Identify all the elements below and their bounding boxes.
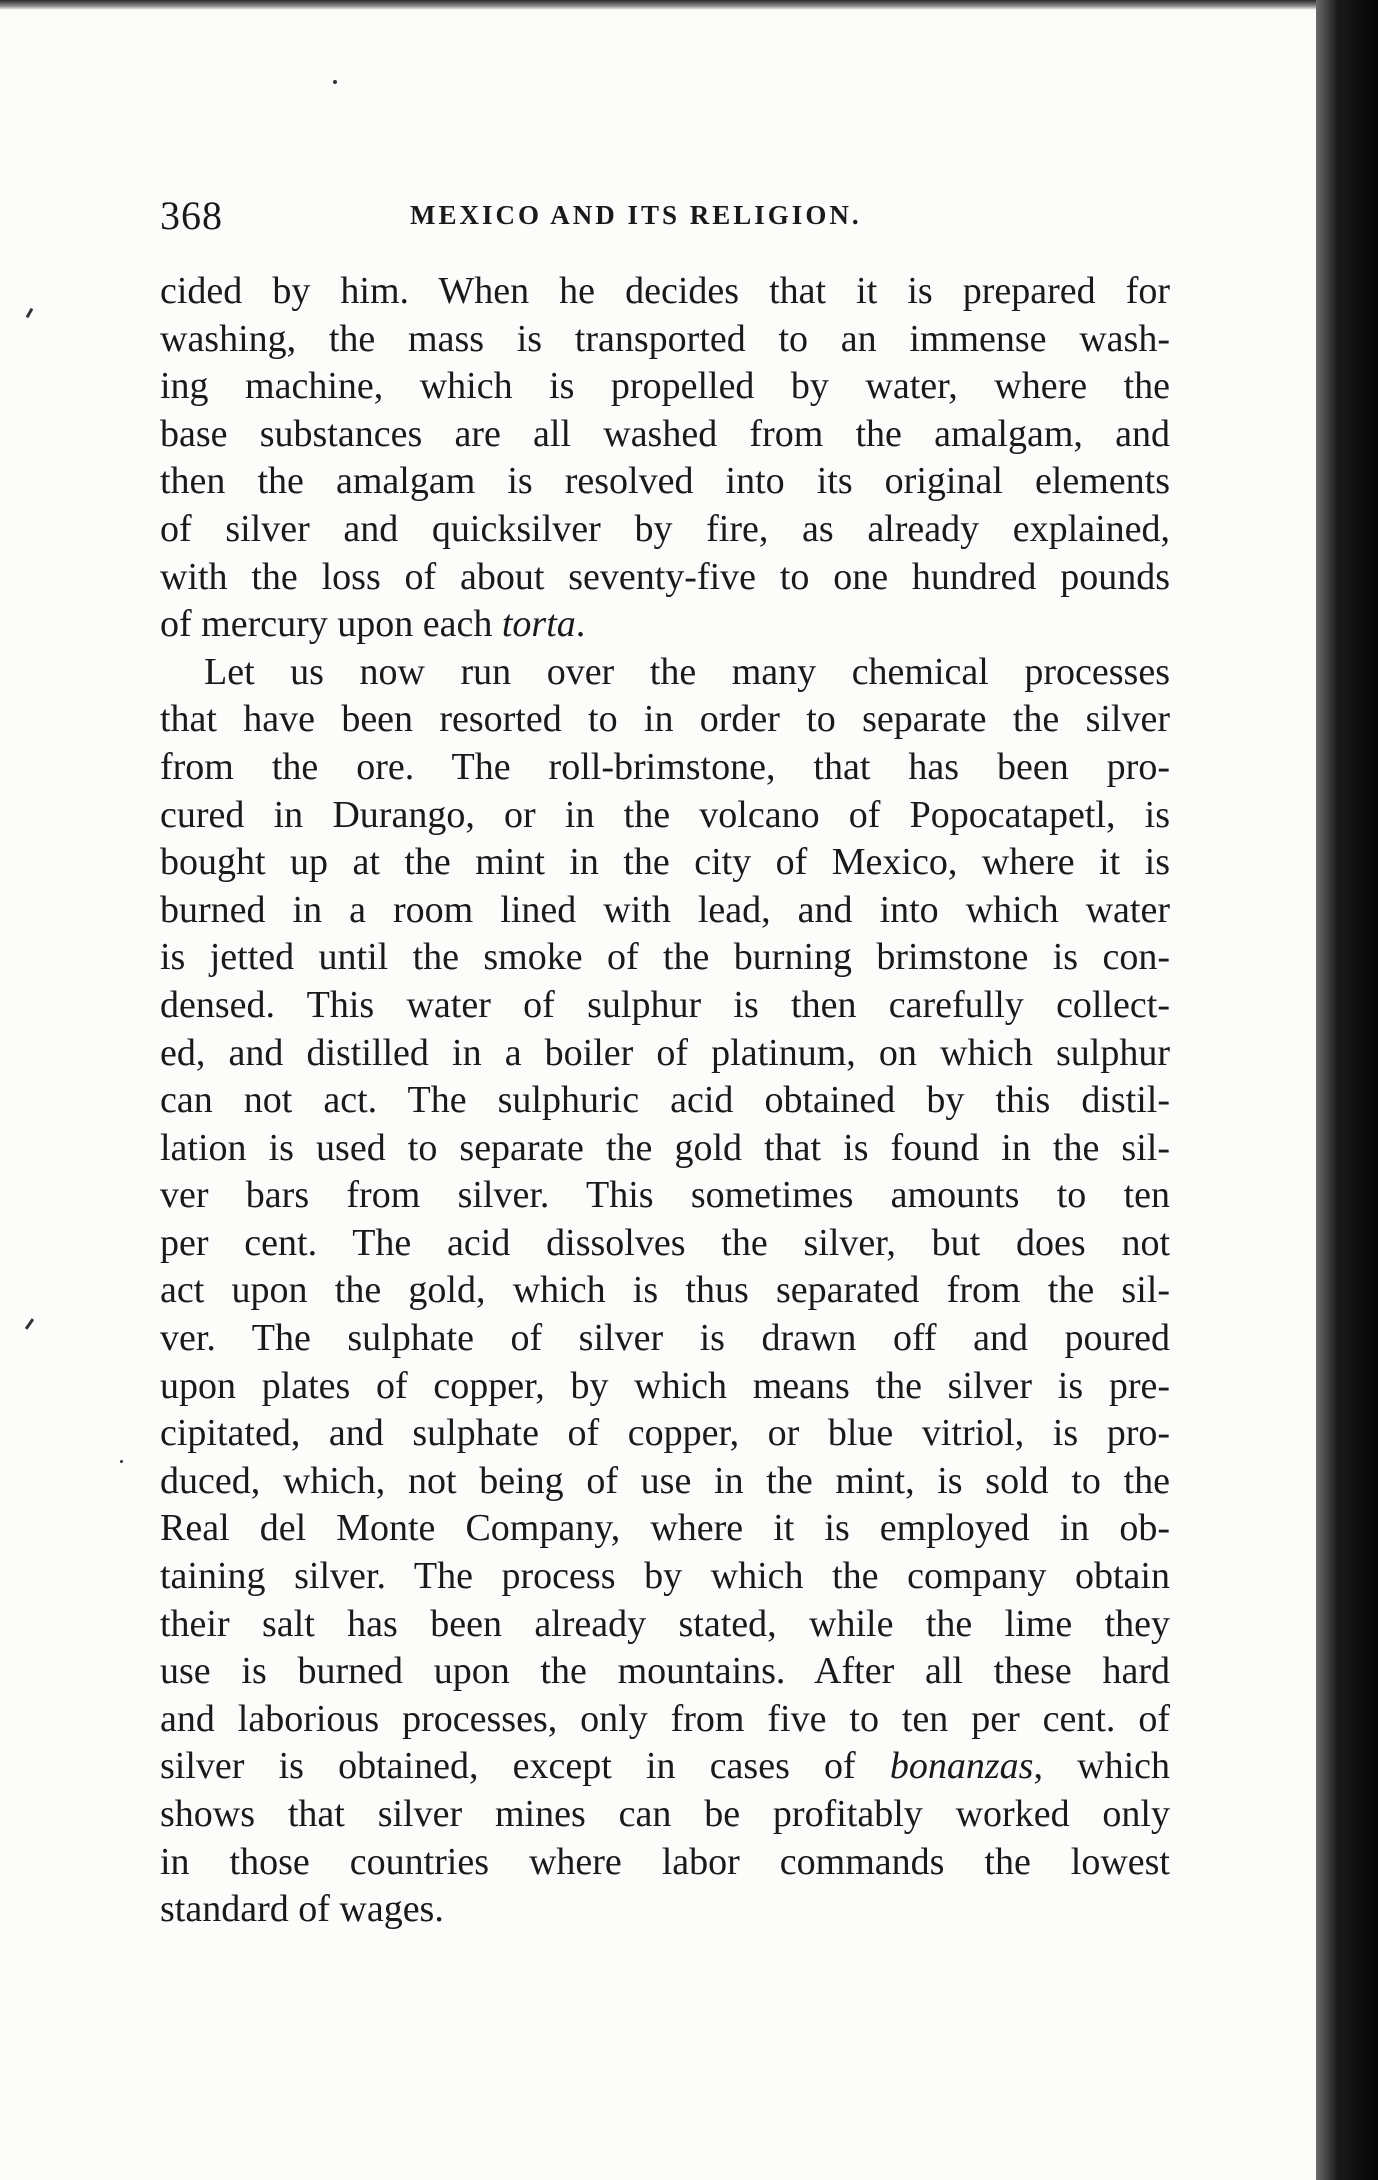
text-line: can not act. The sulphuric acid obtained by this distil- <box>160 1079 1170 1122</box>
scan-speck <box>25 1318 34 1330</box>
text-line: duced, which, not being of use in the mint, is sold to the <box>160 1459 1170 1502</box>
text-line: densed. This water of sulphur is then carefully collect- <box>160 983 1170 1026</box>
running-head <box>160 192 1160 242</box>
page-top-edge <box>0 0 1378 10</box>
text-line: ver. The sulphate of silver is drawn off and poured <box>160 1317 1170 1360</box>
text-line: their salt has been already stated, while the lime they <box>160 1602 1170 1645</box>
page-number: 368 <box>160 193 223 238</box>
text-line: per cent. The acid dissolves the silver, but does not <box>160 1221 1170 1264</box>
text-fragment: silver is obtained, except in cases of <box>160 1745 890 1788</box>
text-line: ed, and distilled in a boiler of platinum, on which sulphur <box>160 1031 1170 1074</box>
italic-word: torta <box>501 603 576 646</box>
text-line: washing, the mass is transported to an immense wash- <box>160 317 1170 360</box>
text-line: with the loss of about seventy-five to one hundred pounds <box>160 555 1170 598</box>
text-fragment: , which <box>1033 1745 1170 1788</box>
paragraph-2 <box>160 649 1170 1934</box>
text-line-italic <box>160 1743 1170 1791</box>
text-line: act upon the gold, which is thus separated from the sil- <box>160 1269 1170 1312</box>
text-line: of silver and quicksilver by fire, as already explained, <box>160 507 1170 550</box>
text-line-last: standard of wages. <box>160 1888 444 1931</box>
text-line: ver bars from silver. This sometimes amounts to ten <box>160 1174 1170 1217</box>
scan-speck <box>26 308 34 318</box>
text-line: use is burned upon the mountains. After all these hard <box>160 1650 1170 1693</box>
scan-speck <box>120 1460 123 1463</box>
paragraph-1 <box>160 268 1170 649</box>
text-line: base substances are all washed from the amalgam, and <box>160 412 1170 455</box>
text-fragment: of mercury upon each <box>160 603 502 646</box>
text-line: in those countries where labor commands the lowest <box>160 1840 1170 1883</box>
page-right-edge <box>1316 0 1378 2180</box>
text-line: Real del Monte Company, where it is employed in ob- <box>160 1507 1170 1550</box>
scan-speck <box>333 80 337 84</box>
text-line: upon plates of copper, by which means the silver is pre- <box>160 1364 1170 1407</box>
text-line: shows that silver mines can be profitably worked only <box>160 1793 1170 1835</box>
text-line: ing machine, which is propelled by water, where the <box>160 365 1170 408</box>
text-line: lation is used to separate the gold that is found in the sil- <box>160 1126 1170 1169</box>
text-line-last <box>160 601 1170 649</box>
text-line: cided by him. When he decides that it is prepared for <box>160 270 1170 312</box>
text-line: burned in a room lined with lead, and into which water <box>160 888 1170 931</box>
text-line: cured in Durango, or in the volcano of Popocatapetl, is <box>160 793 1170 836</box>
text-line: is jetted until the smoke of the burning brimstone is con- <box>160 936 1170 979</box>
text-line: and laborious processes, only from five to ten per cent. of <box>160 1697 1170 1740</box>
text-line: then the amalgam is resolved into its original elements <box>160 460 1170 503</box>
running-title: MEXICO AND ITS RELIGION. <box>410 200 862 230</box>
italic-word: bonanzas <box>889 1745 1034 1788</box>
text-line: taining silver. The process by which the company obtain <box>160 1555 1170 1598</box>
text-line: bought up at the mint in the city of Mexico, where it is <box>160 841 1170 884</box>
text-line: Let us now run over the many chemical processes <box>204 650 1170 693</box>
text-line: that have been resorted to in order to separate the silver <box>160 698 1170 741</box>
text-fragment: . <box>575 603 586 646</box>
text-line: cipitated, and sulphate of copper, or blue vitriol, is pro- <box>160 1412 1170 1455</box>
body-text <box>160 268 1170 1934</box>
text-line: from the ore. The roll-brimstone, that has been pro- <box>160 745 1170 788</box>
